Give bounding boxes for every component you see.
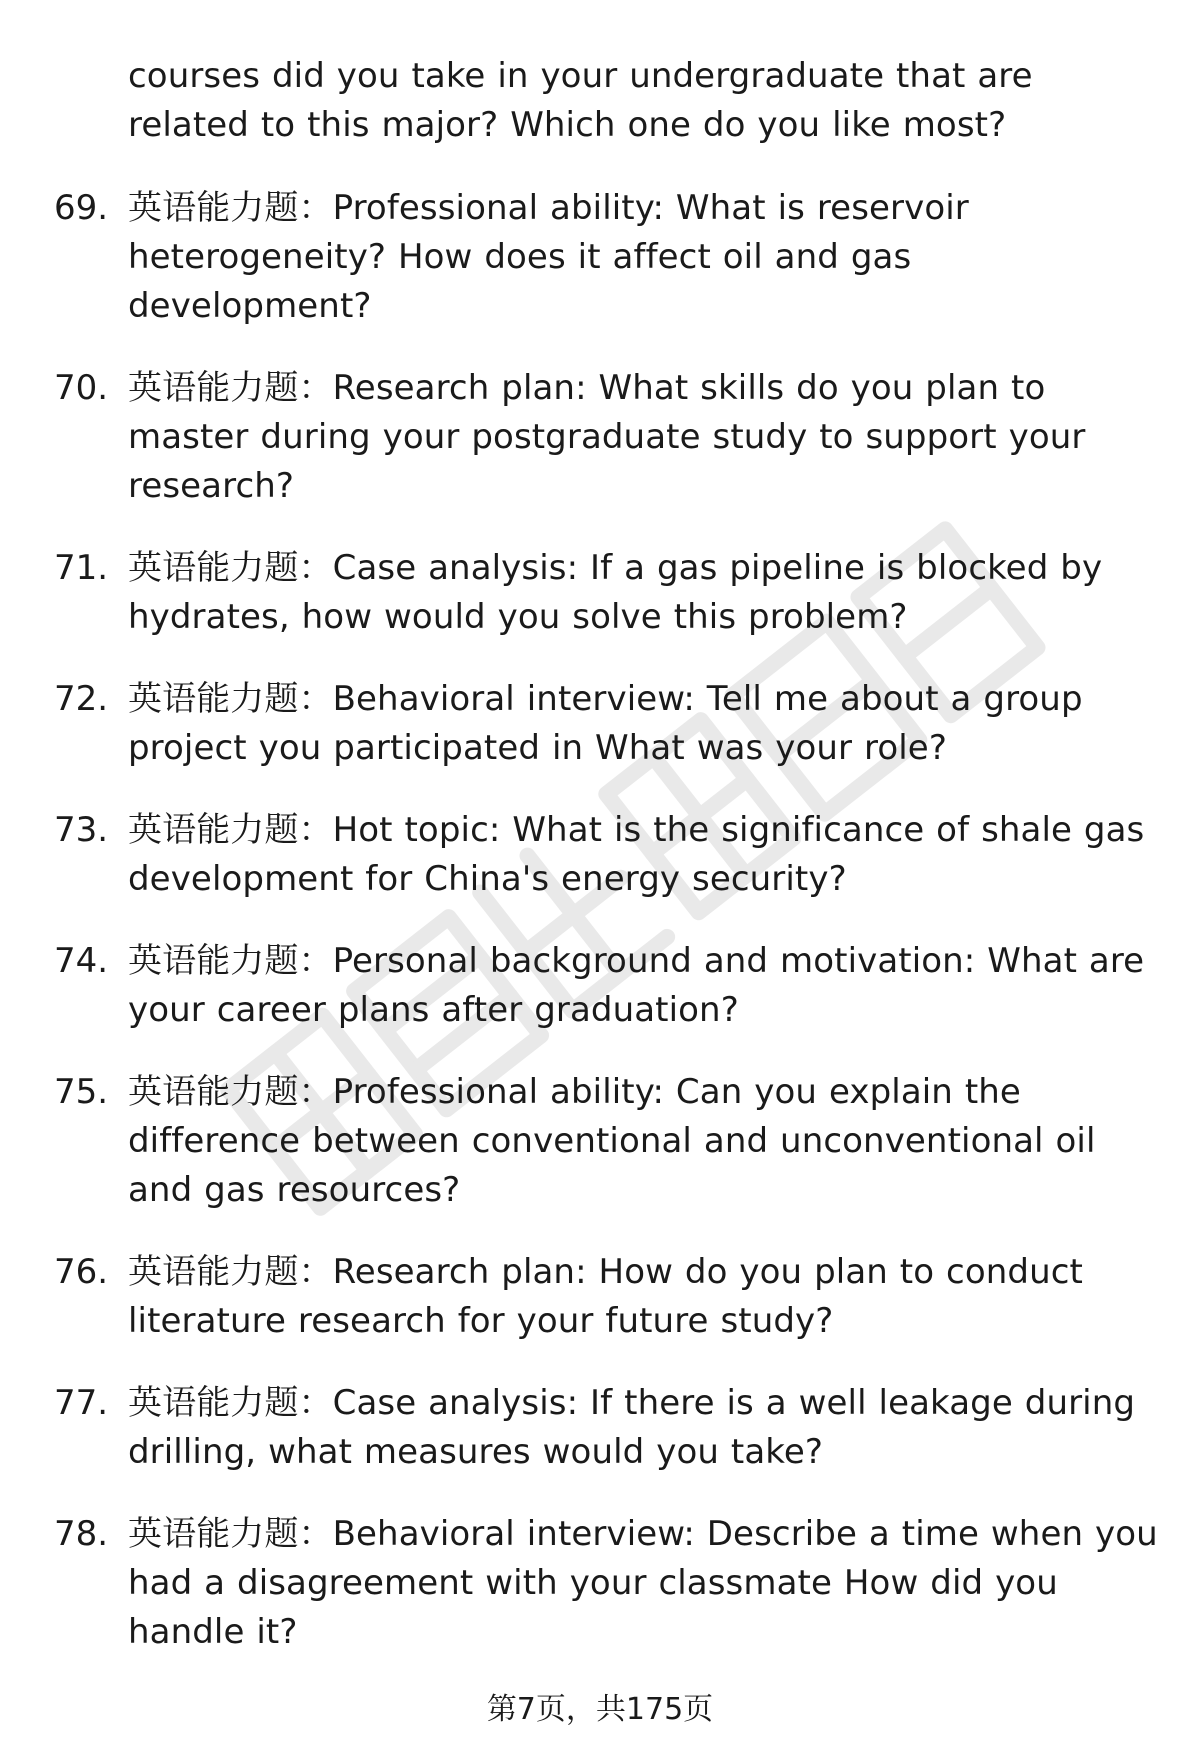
question-text: 英语能力题：Research plan: What skills do you plan to master during your postgraduate study to support your research?: [128, 368, 1086, 506]
question-text: 英语能力题：Behavioral interview: Describe a time when you had a disagreement with your classmate How did you handle it?: [128, 1514, 1158, 1652]
question-text: 英语能力题：Professional ability: What is reservoir heterogeneity? How does it affect oil and gas development?: [128, 188, 969, 326]
question-number: 75.: [54, 1072, 109, 1112]
question-item: [0, 184, 1200, 331]
question-item: [0, 1510, 1200, 1657]
question-number: 78.: [54, 1514, 109, 1554]
question-item: [0, 1068, 1200, 1215]
question-continuation: [0, 52, 1200, 150]
question-number: 70.: [54, 368, 109, 408]
question-number: 76.: [54, 1252, 109, 1292]
question-item: [0, 675, 1200, 773]
question-text: 英语能力题：Hot topic: What is the significance of shale gas development for China's energy security?: [128, 810, 1145, 899]
question-item: [0, 364, 1200, 511]
question-number: 73.: [54, 810, 109, 850]
question-number: 77.: [54, 1383, 109, 1423]
question-text: 英语能力题：Professional ability: Can you explain the difference between conventional and unconventional oil and gas resources?: [128, 1072, 1096, 1210]
question-number: 71.: [54, 548, 109, 588]
question-item: [0, 544, 1200, 642]
question-text: 英语能力题：Case analysis: If there is a well leakage during drilling, what measures would you take?: [128, 1383, 1136, 1472]
question-item: [0, 1379, 1200, 1477]
question-text: 英语能力题：Case analysis: If a gas pipeline is blocked by hydrates, how would you solve this problem?: [128, 548, 1103, 637]
page-footer: 第7页，共175页: [486, 1692, 714, 1727]
question-number: 74.: [54, 941, 109, 981]
question-text: 英语能力题：Behavioral interview: Tell me about a group project you participated in What was your role?: [128, 679, 1083, 768]
question-item: [0, 1248, 1200, 1346]
continuation-text: courses did you take in your undergraduate that are related to this major? Which one do you like most?: [128, 56, 1033, 145]
question-item: [0, 937, 1200, 1035]
question-text: 英语能力题：Research plan: How do you plan to conduct literature research for your future study?: [128, 1252, 1083, 1341]
question-number: 72.: [54, 679, 109, 719]
question-item: [0, 806, 1200, 904]
question-text: 英语能力题：Personal background and motivation: What are your career plans after graduation?: [128, 941, 1145, 1030]
question-list: [0, 52, 1200, 1690]
question-number: 69.: [54, 188, 109, 228]
